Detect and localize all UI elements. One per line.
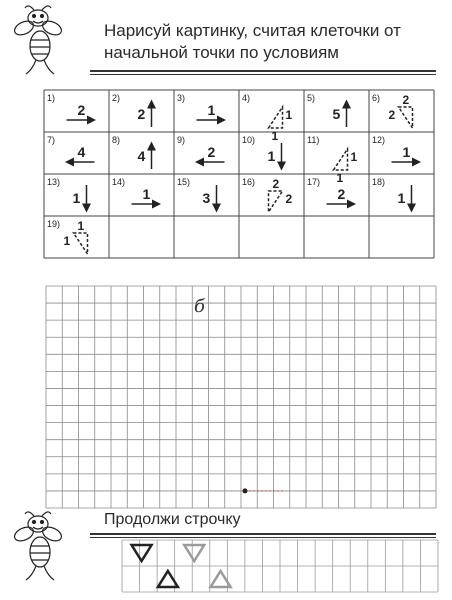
condition-value: 4 [77,144,86,160]
pattern-row[interactable] [122,540,438,592]
condition-number: 12) [372,135,386,145]
condition-value: 2 [402,93,410,107]
pattern-triangle-down-icon [184,545,204,561]
page-title [104,20,440,64]
condition-number: 11) [307,135,320,145]
condition-triangle [334,149,348,170]
condition-number: 9) [177,135,186,145]
drawing-grid-lines [46,286,436,508]
condition-triangle [399,107,413,128]
condition-triangle [269,107,283,128]
condition-value: 1 [402,144,411,160]
condition-number: 5) [307,93,316,103]
section-2-underline [90,533,436,535]
condition-number: 2) [112,93,121,103]
handwritten-mark: б [194,296,205,317]
condition-value: 2 [388,108,396,122]
start-point [243,488,248,493]
condition-value: 1 [271,129,279,143]
condition-value: 1 [285,108,293,122]
conditions-table [44,90,434,258]
pattern-grid [122,540,438,592]
condition-value: 2 [337,186,346,202]
condition-value: 1 [142,186,151,202]
section-2-title: Продолжи строчку [104,511,241,528]
condition-value: 1 [350,150,358,164]
title-line-1: Нарисуй картинку, считая клеточки от [104,21,401,40]
condition-value: 2 [77,102,86,118]
condition-number: 13) [47,177,61,187]
condition-value: 2 [207,144,216,160]
title-line-2: начальной точки по условиям [104,43,339,62]
condition-value: 1 [63,234,71,248]
condition-number: 15) [177,177,191,187]
condition-triangle [269,191,283,212]
condition-number: 7) [47,135,56,145]
condition-number: 14) [112,177,126,187]
condition-number: 16) [242,177,256,187]
conditions-grid [44,90,434,258]
condition-value: 1 [267,148,276,164]
drawing-grid[interactable] [46,286,436,508]
condition-value: 3 [202,190,211,206]
condition-number: 17) [307,177,321,187]
condition-value: 2 [137,106,146,122]
condition-value: 2 [272,177,280,191]
condition-value: 1 [207,102,216,118]
condition-value: 4 [137,148,146,164]
condition-number: 19) [47,219,61,229]
condition-number: 4) [242,93,251,103]
title-underline [90,70,436,72]
condition-number: 8) [112,135,121,145]
condition-value: 1 [77,219,85,233]
condition-number: 1) [47,93,56,103]
condition-number: 6) [372,93,381,103]
condition-number: 18) [372,177,386,187]
condition-value: 1 [336,171,344,185]
condition-value: 1 [397,190,406,206]
pattern-triangle-down-icon [132,545,152,561]
title-underline-2 [90,74,436,75]
condition-triangle [74,233,88,254]
condition-value: 1 [72,190,81,206]
section-2-underline-2 [90,537,436,538]
condition-number: 10) [242,135,256,145]
condition-value: 5 [332,106,341,122]
condition-number: 3) [177,93,186,103]
condition-value: 2 [285,192,293,206]
